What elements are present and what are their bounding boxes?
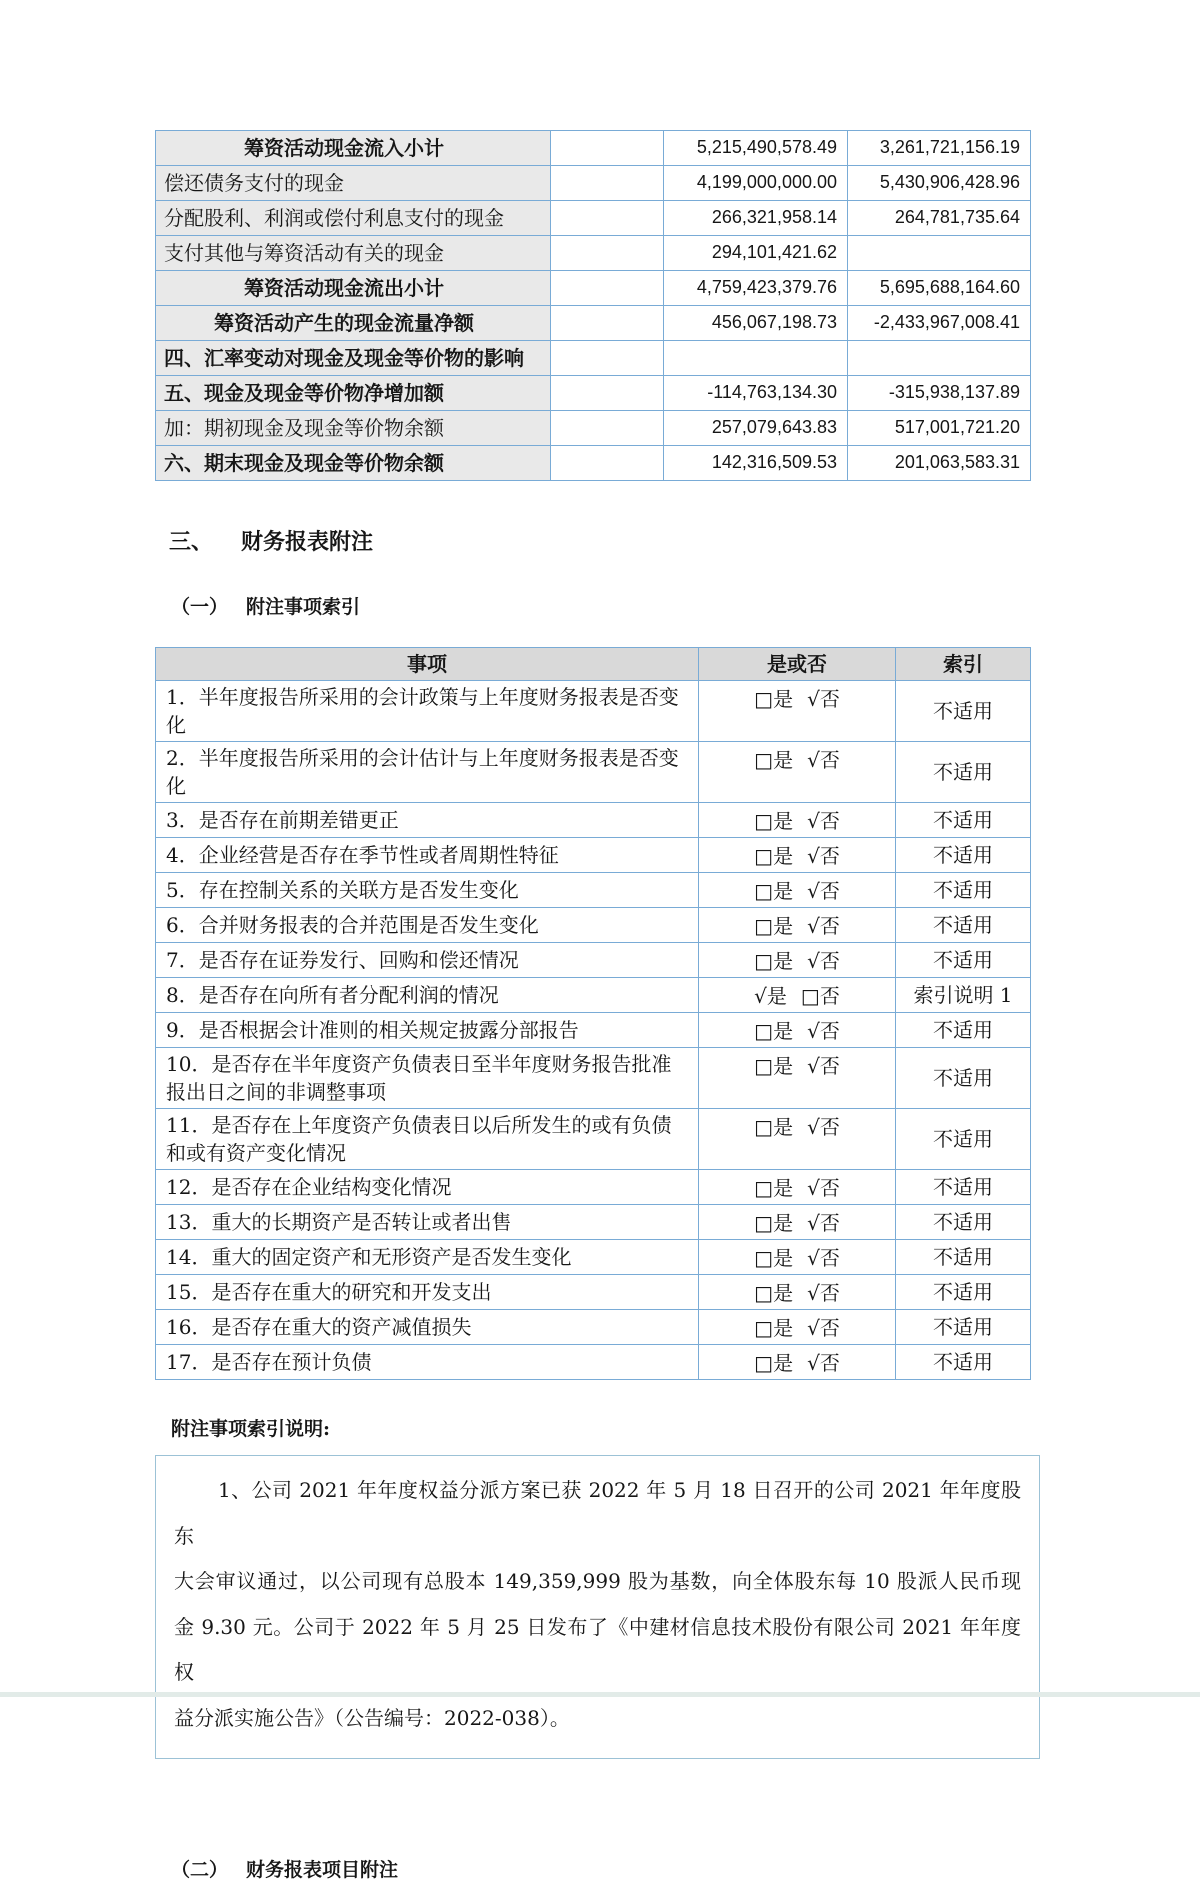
current-period-value: 257,079,643.83 [664, 411, 848, 446]
subsection-number: （二） [171, 1858, 229, 1881]
prior-period-value: -2,433,967,008.41 [848, 306, 1031, 341]
no-checkbox: √否 [807, 809, 840, 833]
notes-row [156, 873, 1031, 908]
notes-row [156, 803, 1031, 838]
no-checkbox: √否 [807, 879, 840, 903]
item-cell: 6．合并财务报表的合并范围是否发生变化 [156, 908, 699, 943]
no-checkbox: □否 [800, 984, 840, 1008]
prior-period-value: 5,695,688,164.60 [848, 271, 1031, 306]
current-period-value: 4,759,423,379.76 [664, 271, 848, 306]
index-cell: 不适用 [896, 908, 1031, 943]
item-cell: 5．存在控制关系的关联方是否发生变化 [156, 873, 699, 908]
yes-checkbox: □是 [754, 1351, 794, 1375]
current-period-value [664, 341, 848, 376]
index-cell: 不适用 [896, 1275, 1031, 1310]
index-cell: 不适用 [896, 803, 1031, 838]
answer-cell [699, 1345, 896, 1380]
yes-checkbox: □是 [754, 809, 794, 833]
current-period-value: 5,215,490,578.49 [664, 131, 848, 166]
header-yes-no: 是或否 [699, 648, 896, 681]
answer-cell [699, 1048, 896, 1109]
no-checkbox: √否 [807, 1115, 840, 1139]
empty-cell [551, 271, 664, 306]
item-cell: 8．是否存在向所有者分配利润的情况 [156, 978, 699, 1013]
section-title: 财务报表附注 [241, 529, 374, 555]
answer-cell [699, 873, 896, 908]
answer-cell [699, 803, 896, 838]
yes-checkbox: □是 [754, 949, 794, 973]
no-checkbox: √否 [807, 1281, 840, 1305]
answer-cell [699, 1170, 896, 1205]
empty-cell [551, 236, 664, 271]
empty-cell [551, 411, 664, 446]
item-cell: 1．半年度报告所采用的会计政策与上年度财务报表是否变化 [156, 681, 699, 742]
item-cell: 4．企业经营是否存在季节性或者周期性特征 [156, 838, 699, 873]
notes-row [156, 1013, 1031, 1048]
prior-period-value: 517,001,721.20 [848, 411, 1031, 446]
answer-cell [699, 681, 896, 742]
row-label: 加：期初现金及现金等价物余额 [156, 411, 551, 446]
no-checkbox: √否 [807, 1246, 840, 1270]
notes-row [156, 943, 1031, 978]
page-bottom-bar [0, 1692, 1200, 1697]
subsection-number: （一） [171, 596, 229, 618]
cash-flow-table [155, 130, 1031, 481]
empty-cell [551, 341, 664, 376]
yes-checkbox: □是 [754, 1246, 794, 1270]
row-label: 支付其他与筹资活动有关的现金 [156, 236, 551, 271]
yes-checkbox: □是 [754, 748, 794, 772]
item-cell: 10．是否存在半年度资产负债表日至半年度财务报告批准报出日之间的非调整事项 [156, 1048, 699, 1109]
no-checkbox: √否 [807, 1316, 840, 1340]
note-line: 1、公司 2021 年年度权益分派方案已获 2022 年 5 月 18 日召开的公司 2021 年年度股东 [174, 1478, 1021, 1548]
yes-checkbox: □是 [754, 1211, 794, 1235]
answer-cell [699, 943, 896, 978]
item-cell: 3．是否存在前期差错更正 [156, 803, 699, 838]
notes-header-row [156, 648, 1031, 681]
current-period-value: 294,101,421.62 [664, 236, 848, 271]
no-checkbox: √否 [807, 1176, 840, 1200]
index-cell: 不适用 [896, 943, 1031, 978]
notes-row [156, 1109, 1031, 1170]
answer-cell [699, 1240, 896, 1275]
notes-row [156, 1048, 1031, 1109]
prior-period-value: -315,938,137.89 [848, 376, 1031, 411]
note-line: 金 9.30 元。公司于 2022 年 5 月 25 日发布了《中建材信息技术股份有限公司 2021 年年度权 [174, 1614, 1021, 1685]
empty-cell [551, 376, 664, 411]
cash-flow-row [156, 131, 1031, 166]
cash-flow-row [156, 166, 1031, 201]
row-label: 分配股利、利润或偿付利息支付的现金 [156, 201, 551, 236]
item-cell: 13．重大的长期资产是否转让或者出售 [156, 1205, 699, 1240]
item-cell: 12．是否存在企业结构变化情况 [156, 1170, 699, 1205]
empty-cell [551, 201, 664, 236]
empty-cell [551, 306, 664, 341]
yes-checkbox: □是 [754, 1019, 794, 1043]
index-cell: 不适用 [896, 1048, 1031, 1109]
item-cell: 16．是否存在重大的资产减值损失 [156, 1310, 699, 1345]
index-cell: 不适用 [896, 1170, 1031, 1205]
notes-index-table [155, 647, 1031, 1380]
cash-flow-row [156, 446, 1031, 481]
section-number: 三、 [169, 529, 214, 555]
current-period-value: 456,067,198.73 [664, 306, 848, 341]
notes-row [156, 1345, 1031, 1380]
cash-flow-row [156, 411, 1031, 446]
row-label: 五、现金及现金等价物净增加额 [156, 376, 551, 411]
notes-row [156, 681, 1031, 742]
subsection-heading-items [171, 1855, 1200, 1882]
empty-cell [551, 166, 664, 201]
answer-cell [699, 1205, 896, 1240]
yes-checkbox: □是 [754, 1176, 794, 1200]
row-label: 筹资活动现金流出小计 [156, 271, 551, 306]
cash-flow-row [156, 341, 1031, 376]
index-cell: 不适用 [896, 681, 1031, 742]
index-cell: 不适用 [896, 1310, 1031, 1345]
prior-period-value: 201,063,583.31 [848, 446, 1031, 481]
answer-cell [699, 978, 896, 1013]
item-cell: 9．是否根据会计准则的相关规定披露分部报告 [156, 1013, 699, 1048]
index-cell: 不适用 [896, 1345, 1031, 1380]
notes-row [156, 908, 1031, 943]
yes-checkbox: □是 [754, 844, 794, 868]
cash-flow-row [156, 376, 1031, 411]
row-label: 四、汇率变动对现金及现金等价物的影响 [156, 341, 551, 376]
note-explanation-box [155, 1455, 1040, 1759]
subsection-title: 财务报表项目附注 [246, 1858, 399, 1881]
index-cell: 索引说明 1 [896, 978, 1031, 1013]
row-label: 六、期末现金及现金等价物余额 [156, 446, 551, 481]
index-cell: 不适用 [896, 1013, 1031, 1048]
item-cell: 11．是否存在上年度资产负债表日以后所发生的或有负债和或有资产变化情况 [156, 1109, 699, 1170]
prior-period-value: 5,430,906,428.96 [848, 166, 1031, 201]
header-item: 事项 [156, 648, 699, 681]
notes-row [156, 838, 1031, 873]
notes-row [156, 742, 1031, 803]
no-checkbox: √否 [807, 687, 840, 711]
index-cell: 不适用 [896, 1205, 1031, 1240]
no-checkbox: √否 [807, 914, 840, 938]
cash-flow-row [156, 271, 1031, 306]
no-checkbox: √否 [807, 1054, 840, 1078]
answer-cell [699, 1013, 896, 1048]
note-line: 大会审议通过，以公司现有总股本 149,359,999 股为基数，向全体股东每 10 股派人民币现 [174, 1569, 1021, 1594]
no-checkbox: √否 [807, 748, 840, 772]
answer-cell [699, 1310, 896, 1345]
item-cell: 14．重大的固定资产和无形资产是否发生变化 [156, 1240, 699, 1275]
notes-row [156, 978, 1031, 1013]
index-cell: 不适用 [896, 873, 1031, 908]
yes-checkbox: √是 [754, 984, 787, 1008]
current-period-value: 266,321,958.14 [664, 201, 848, 236]
note-line: 益分派实施公告》（公告编号：2022-038）。 [174, 1705, 570, 1730]
prior-period-value [848, 341, 1031, 376]
yes-checkbox: □是 [754, 914, 794, 938]
no-checkbox: √否 [807, 844, 840, 868]
prior-period-value: 264,781,735.64 [848, 201, 1031, 236]
cash-flow-row [156, 201, 1031, 236]
subsection-heading-index [171, 592, 1200, 619]
answer-cell [699, 1109, 896, 1170]
index-cell: 不适用 [896, 1109, 1031, 1170]
answer-cell [699, 1275, 896, 1310]
notes-row [156, 1240, 1031, 1275]
no-checkbox: √否 [807, 1351, 840, 1375]
index-cell: 不适用 [896, 1240, 1031, 1275]
row-label: 偿还债务支付的现金 [156, 166, 551, 201]
notes-row [156, 1310, 1031, 1345]
yes-checkbox: □是 [754, 1115, 794, 1139]
item-cell: 17．是否存在预计负债 [156, 1345, 699, 1380]
empty-cell [551, 131, 664, 166]
section-heading-notes [169, 525, 1200, 556]
answer-cell [699, 742, 896, 803]
current-period-value: -114,763,134.30 [664, 376, 848, 411]
yes-checkbox: □是 [754, 1281, 794, 1305]
notes-row [156, 1205, 1031, 1240]
cash-flow-row [156, 306, 1031, 341]
notes-legend-heading: 附注事项索引说明: [171, 1418, 331, 1440]
index-cell: 不适用 [896, 742, 1031, 803]
item-cell: 15．是否存在重大的研究和开发支出 [156, 1275, 699, 1310]
yes-checkbox: □是 [754, 879, 794, 903]
answer-cell [699, 908, 896, 943]
yes-checkbox: □是 [754, 1054, 794, 1078]
empty-cell [551, 446, 664, 481]
subsection-title: 附注事项索引 [246, 596, 361, 618]
header-index: 索引 [896, 648, 1031, 681]
answer-cell [699, 838, 896, 873]
item-cell: 7．是否存在证券发行、回购和偿还情况 [156, 943, 699, 978]
index-cell: 不适用 [896, 838, 1031, 873]
no-checkbox: √否 [807, 1211, 840, 1235]
row-label: 筹资活动产生的现金流量净额 [156, 306, 551, 341]
cash-flow-row [156, 236, 1031, 271]
prior-period-value [848, 236, 1031, 271]
yes-checkbox: □是 [754, 1316, 794, 1340]
notes-row [156, 1275, 1031, 1310]
no-checkbox: √否 [807, 1019, 840, 1043]
no-checkbox: √否 [807, 949, 840, 973]
item-cell: 2．半年度报告所采用的会计估计与上年度财务报表是否变化 [156, 742, 699, 803]
prior-period-value: 3,261,721,156.19 [848, 131, 1031, 166]
notes-row [156, 1170, 1031, 1205]
current-period-value: 142,316,509.53 [664, 446, 848, 481]
current-period-value: 4,199,000,000.00 [664, 166, 848, 201]
row-label: 筹资活动现金流入小计 [156, 131, 551, 166]
yes-checkbox: □是 [754, 687, 794, 711]
